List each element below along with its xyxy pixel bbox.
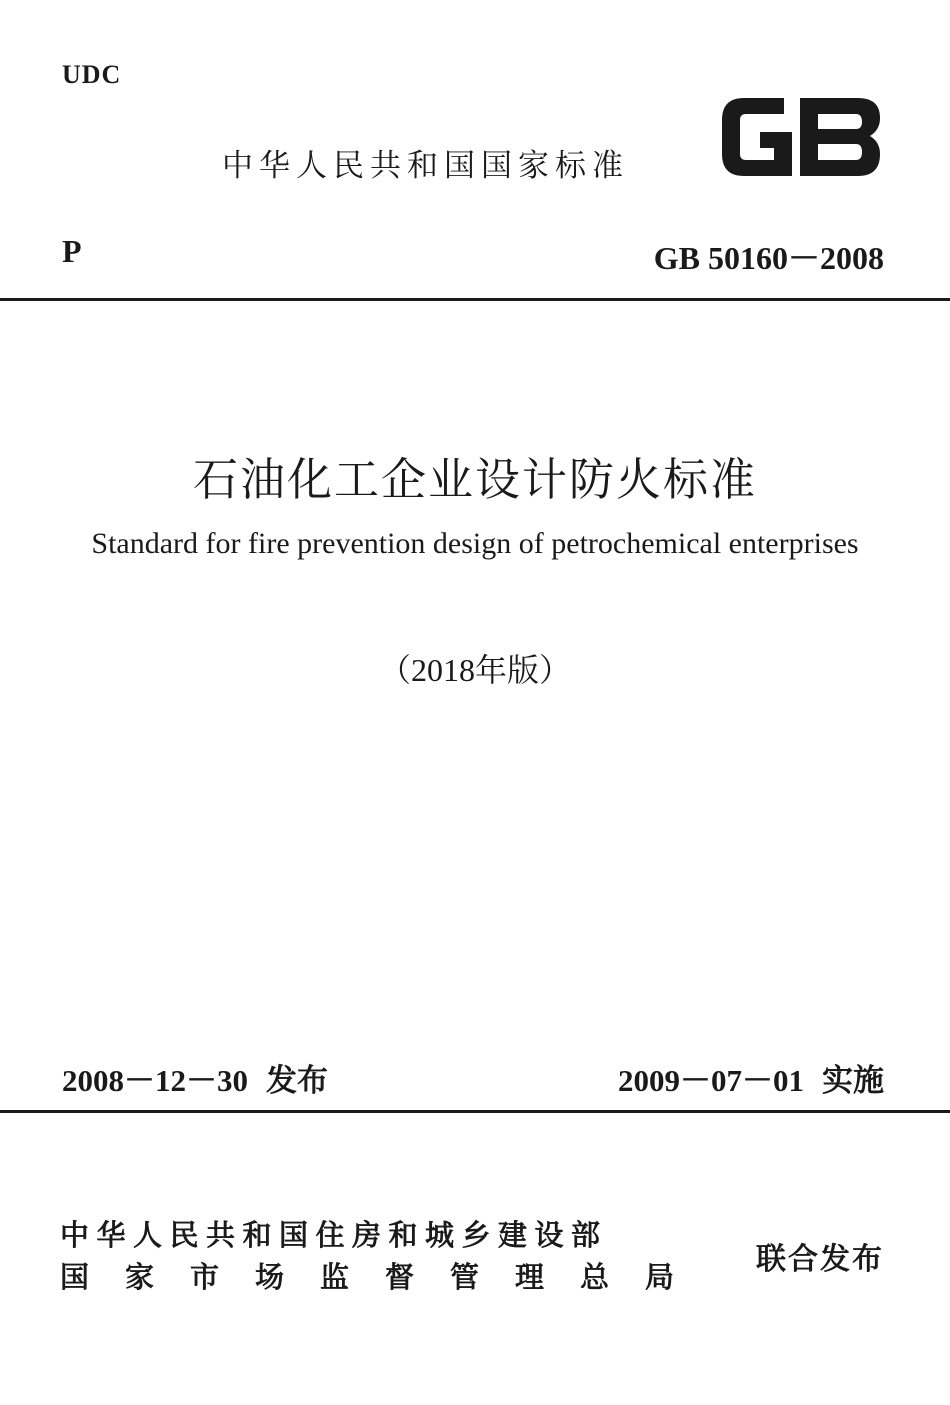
issue-date: 2008－12－30 (62, 1063, 248, 1098)
joint-publish-label: 联合发布 (756, 1242, 884, 1277)
title-chinese: 石油化工企业设计防火标准 (192, 453, 757, 506)
gb-logo-b-shape (800, 98, 880, 176)
national-standard-heading: 中华人民共和国国家标准 (222, 148, 629, 184)
implement-date: 2009－07－01 (618, 1063, 804, 1098)
publisher-line-1: 中华人民共和国住房和城乡建设部 (60, 1218, 608, 1252)
implement-date-block (618, 1055, 884, 1100)
standard-number: GB 50160－2008 (653, 240, 884, 276)
issue-label: 发布 (266, 1063, 328, 1099)
gb-logo-g-shape (722, 98, 792, 176)
gb-logo-icon (718, 92, 884, 182)
publisher-line-2: 国家市场监督管理总局 (60, 1260, 711, 1294)
bottom-divider (0, 1110, 950, 1113)
issue-date-block (62, 1055, 328, 1100)
udc-label: UDC (62, 60, 122, 89)
implement-label: 实施 (822, 1063, 884, 1099)
top-divider (0, 298, 950, 301)
title-english: Standard for fire prevention design of petrochemical enterprises (91, 527, 859, 560)
edition-label: （2018年版） (378, 652, 571, 688)
category-code: P (62, 233, 82, 269)
